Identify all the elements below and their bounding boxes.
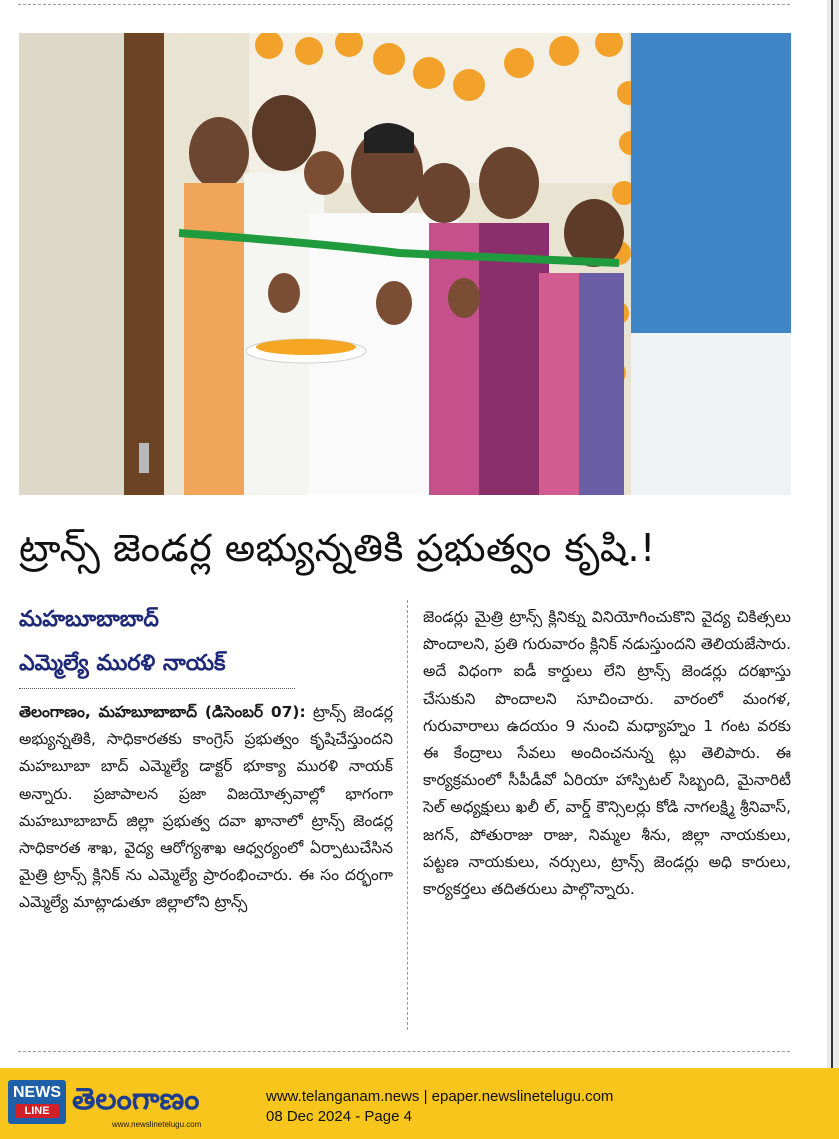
logo-news-text: NEWS (13, 1084, 61, 1101)
footer-bar (0, 1068, 839, 1139)
byline-place: మహబూబాబాద్ (19, 607, 159, 632)
telanganam-masthead[interactable]: తెలంగాణం (72, 1082, 200, 1117)
body-left-text: ట్రాన్స్ జెండర్ల అభ్యున్నతికి, సాధికారతకు కాంగ్రెస్ ప్రభుత్వం కృషిచేస్తుందని మహబూబా బాద్ ఎమ్మెల్యే డాక్టర్ భూక్యా మురళి నాయక్ అన్నారు. ప్రజాపాలన ప్రజా విజయోత్సవాల్లో భాగంగా మహబూబాబాద్ జిల్లా ప్రభుత్వ దవా ఖానాలో ట్రాన్స్ జెండర్ల సాధికారత శాఖ, వైద్య ఆరోగ్యశాఖ ఆధ్వర్యంలో ఏర్పాటుచేసిన మైత్రి ట్రాన్స్ క్లినిక్ ను ఎమ్మెల్యే ప్రారంభించారు. ఈ సం దర్భంగా ఎమ్మెల్యే మాట్లాడుతూ జిల్లాలోని ట్రాన్స్ (19, 703, 393, 912)
column-divider (407, 600, 408, 1030)
article-headline: ట్రాన్స్ జెండర్ల అభ్యున్నతికి ప్రభుత్వం కృషి.! (19, 526, 656, 570)
top-divider (18, 4, 790, 5)
article-left-column (19, 598, 393, 917)
footer-urls[interactable]: www.telanganam.news | epaper.newslinetelugu.com (266, 1088, 614, 1105)
ribbon-cutting-photo (19, 33, 791, 495)
article-body-left (19, 699, 393, 917)
bottom-divider (18, 1051, 790, 1052)
dateline: తెలంగాణం, మహబూబాబాద్ (డిసెంబర్ 07): (19, 703, 306, 721)
logo-website: www.newslinetelugu.com (112, 1120, 202, 1129)
article-right-column (423, 604, 791, 903)
byline-divider (19, 688, 295, 689)
logo-line-text: LINE (15, 1104, 59, 1118)
footer-date-page: 08 Dec 2024 - Page 4 (266, 1108, 412, 1125)
page-edge-bar (827, 0, 839, 1068)
newsline-logo[interactable] (8, 1080, 66, 1124)
article-photo (19, 33, 791, 495)
article-body-right: జెండర్లు మైత్రి ట్రాన్స్ క్లినిక్ను వినియోగించుకొని వైద్య చికిత్సలు పొందాలని, ప్రతి గురువారం క్లినిక్ నడుస్తుందని తెలియజేసారు. అదే విధంగా ఐడీ కార్డులు లేని ట్రాన్స్ జెండర్లు దరఖాస్తు చేసుకుని పొందాలని సూచించారు. వారంలో మంగళ, గురువారాలు ఉదయం 9 నుంచి మధ్యాహ్నం 1 గంట వరకు ఈ కేంద్రాలు సేవలు అందించనున్న ట్లు తెలిపారు. ఈ కార్యక్రమంలో సీపీడీవో ఏరియా హాస్పిటల్ సిబ్బంది, మైనారిటీ సెల్ అధ్యక్షులు ఖలీ ల్, వార్డ్ కౌన్సిలర్లు కోడి నాగలక్ష్మి శ్రీనివాస్, జగన్, పోతురాజు రాజు, నిమ్మల శీను, జిల్లా నాయకులు, పట్టణ నాయకులు, నర్సులు, ట్రాన్స్ జెండర్లు అధి కారులు, కార్యకర్తలు తదితరులు పాల్గొన్నారు. (423, 608, 791, 899)
byline-person: ఎమ్మెల్యే మురళి నాయక్ (19, 651, 226, 676)
